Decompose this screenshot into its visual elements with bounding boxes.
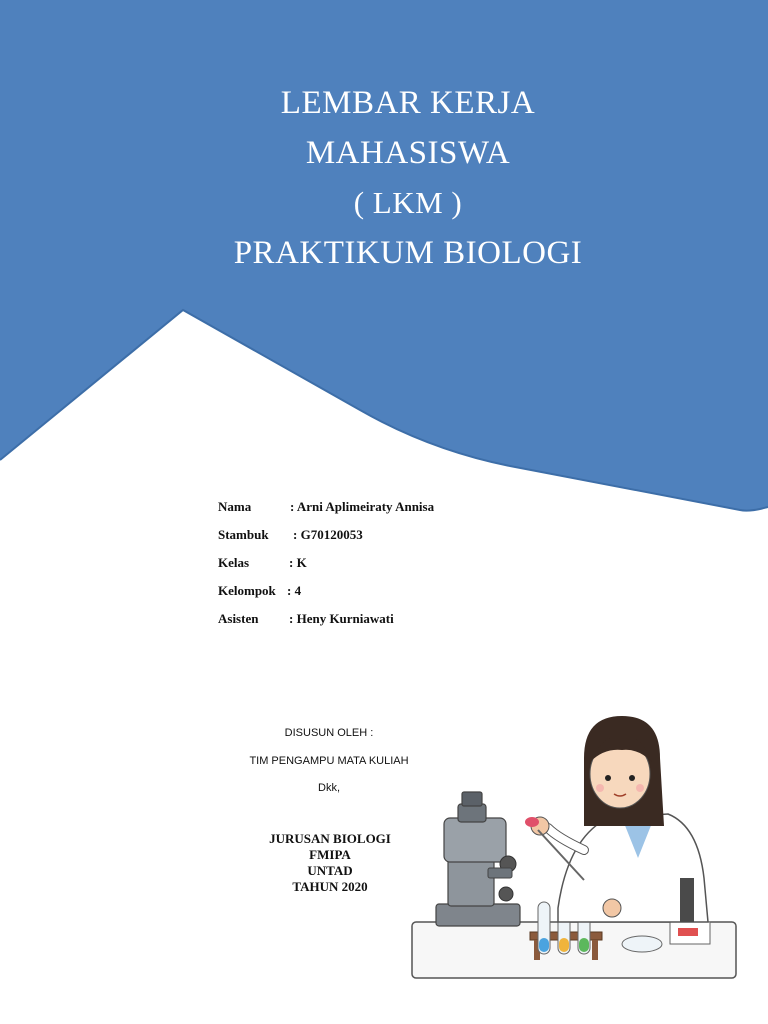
title-line-3: ( LKM ) bbox=[353, 185, 463, 220]
scientist-with-microscope-icon bbox=[408, 708, 740, 984]
info-row-kelompok bbox=[218, 580, 302, 608]
info-value: : 4 bbox=[287, 583, 302, 598]
info-value: : G70120053 bbox=[293, 527, 363, 542]
info-label: Nama bbox=[218, 499, 252, 514]
info-value: : Arni Aplimeiraty Annisa bbox=[290, 499, 435, 514]
info-row-nama bbox=[218, 496, 435, 524]
title-line-4: PRAKTIKUM BIOLOGI bbox=[233, 235, 583, 271]
microscope-icon bbox=[436, 792, 520, 926]
info-row-asisten bbox=[218, 608, 394, 636]
composer-team: TIM PENGAMPU MATA KULIAH bbox=[249, 755, 409, 767]
info-value: : Heny Kurniawati bbox=[289, 611, 394, 626]
title-line-1: LEMBAR KERJA bbox=[280, 85, 536, 121]
info-row-stambuk bbox=[218, 524, 363, 552]
student-info bbox=[218, 496, 435, 636]
document-title bbox=[0, 78, 768, 278]
year: TAHUN 2020 bbox=[292, 879, 368, 894]
title-line-2: MAHASISWA bbox=[305, 135, 511, 171]
department-block bbox=[228, 831, 432, 895]
faculty-name: FMIPA bbox=[309, 847, 351, 862]
department-name: JURUSAN BIOLOGI bbox=[269, 831, 391, 846]
info-label: Kelompok bbox=[218, 583, 276, 598]
info-row-kelas bbox=[218, 552, 307, 580]
composer-etc: Dkk, bbox=[318, 782, 340, 794]
info-label: Asisten bbox=[218, 611, 259, 626]
info-value: : K bbox=[289, 555, 307, 570]
university-name: UNTAD bbox=[307, 863, 353, 878]
composed-by-heading: DISUSUN OLEH : bbox=[284, 727, 374, 739]
info-label: Stambuk bbox=[218, 527, 269, 542]
info-label: Kelas bbox=[218, 555, 250, 570]
